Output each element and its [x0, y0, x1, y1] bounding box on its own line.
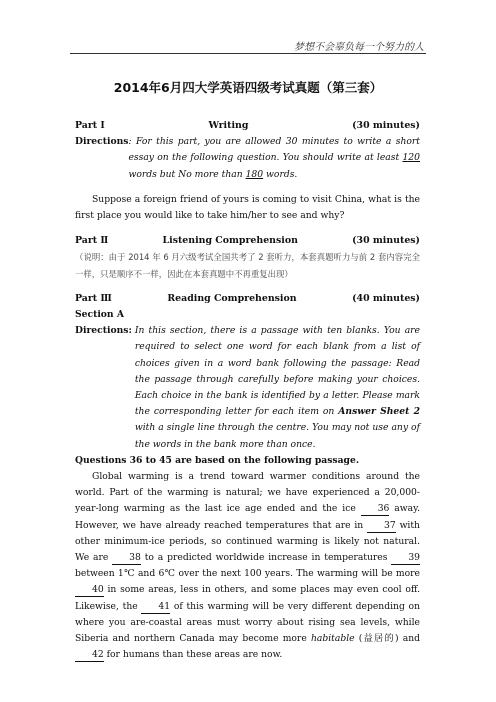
reading-passage [75, 469, 420, 663]
passage-text: Global warming is a trend toward warmer conditions around the world. Part of the warming is natural; we have experienced a 20,000-year-long warming as the last ice age ended and the ice [75, 471, 420, 515]
part2-name: Part Ⅱ [75, 235, 109, 247]
part1-name: Part I [75, 120, 105, 131]
max-words: 180 [245, 168, 264, 180]
part2-note: （说明：由于 2014 年 6 月六级考试全国共考了 2 套听力，本套真题听力与前 2 套内容完全一样，只是顺序不一样，因此在本套真题中不再重复出现） [75, 252, 420, 279]
content [75, 118, 420, 664]
part1-directions-label: Directions [75, 136, 129, 148]
passage-text: in some areas, less in others, and some places may even cool off. Likewise, the [75, 584, 420, 612]
passage-text: (益居的) and [354, 633, 420, 645]
passage-text: for humans than these areas are now. [103, 649, 283, 661]
blank-36[interactable]: 36 [361, 503, 390, 516]
part3-dir-b: with a single line through the centre. You may not use any of the words in the bank more than once. [134, 422, 420, 450]
part1-directions [75, 134, 420, 183]
part3-directions [75, 323, 420, 453]
part1-dir-a: : For this part, you are allowed 30 minutes to write a short essay on the following question. You should write at least [128, 136, 420, 164]
page-title: 2014年6月四大学英语四级考试真题（第三套） [113, 80, 383, 95]
blank-38[interactable]: 38 [112, 552, 141, 565]
blank-37[interactable]: 37 [367, 520, 396, 533]
part1-heading [75, 118, 420, 134]
passage-text: to a predicted worldwide increase in temperatures [140, 552, 392, 564]
blank-41[interactable]: 41 [141, 601, 170, 614]
part1-time: (30 minutes) [352, 120, 420, 131]
part1-dir-b: words but No more than [128, 168, 246, 180]
passage-text: away. However, we have already reached temperatures that are in [75, 503, 420, 531]
questions-heading: Questions 36 to 45 are based on the following passage. [75, 454, 360, 466]
min-words: 120 [402, 152, 420, 164]
part2-heading [75, 233, 420, 249]
answer-sheet-ref: Answer Sheet 2 [338, 406, 420, 418]
blank-39[interactable]: 39 [391, 552, 420, 565]
header-slogan: 梦想不会辜负每一个努力的人 [294, 42, 424, 53]
passage-text: between 1℃ and 6℃ over the next 100 years. The warming will be more [75, 568, 420, 580]
part3-time: (40 minutes) [352, 292, 420, 304]
part3-heading [75, 291, 420, 307]
part1-directions-text [128, 134, 420, 183]
blank-42[interactable]: 42 [75, 649, 104, 662]
part3-section: Reading Comprehension [167, 292, 297, 304]
habitable-word: habitable [310, 633, 355, 645]
part1-section: Writing [208, 120, 249, 131]
header-rule [70, 53, 426, 54]
blank-40[interactable]: 40 [75, 584, 104, 597]
part3-name: Part Ⅲ [75, 292, 112, 304]
part2-time: (30 minutes) [352, 235, 420, 247]
part1-dir-c: words. [263, 168, 298, 180]
part3-dir-a: In this section, there is a passage with ten blanks. You are required to select one word for each blank from a list of choices given in a word bank following the passage: Read the passage through carefully before making your choices. Each choice in the bank is identified by a letter. Please mark the corresponding letter for each item on [134, 325, 420, 418]
part3-directions-text [135, 323, 420, 453]
passage-text: with other minimum-ice periods, so continued warming is likely not natural. We are [75, 519, 420, 564]
passage-text: of this warming will be very different depending on where you are-coastal areas must worry about rising sea levels, while Siberia and northern Canada may become more [75, 600, 420, 645]
writing-prompt: Suppose a foreign friend of yours is coming to visit China, what is the first place you would like to take him/her to see and why? [75, 193, 420, 222]
part2-section: Listening Comprehension [162, 235, 298, 247]
part3-directions-label: Directions: [75, 325, 132, 337]
section-a-label: Section A [75, 309, 124, 321]
